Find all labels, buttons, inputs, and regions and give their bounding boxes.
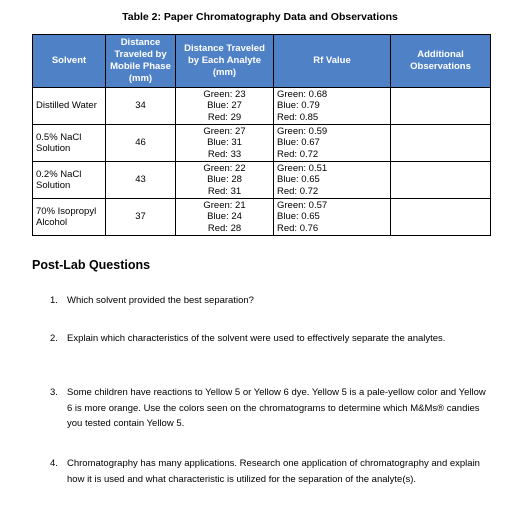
table-row (33, 88, 491, 125)
question-number: 1. (50, 295, 58, 306)
rf-red: Red: 0.72 (277, 148, 319, 160)
solvent-cell: 70% Isopropyl Alcohol (33, 199, 106, 236)
question-text: Which solvent provided the best separation? (67, 295, 254, 306)
analyte-distance-cell (176, 125, 274, 162)
rf-blue: Blue: 0.65 (277, 174, 320, 186)
analyte-green: Green: 21 (203, 199, 246, 211)
table-row (33, 199, 491, 236)
mobile-distance-cell: 34 (106, 88, 176, 125)
analyte-blue: Blue: 24 (207, 211, 242, 223)
question-item (50, 385, 490, 432)
question-number: 3. (50, 387, 58, 398)
rf-green: Green: 0.57 (277, 199, 328, 211)
analyte-red: Red: 33 (207, 148, 242, 160)
header-distance-mobile-phase: Distance Traveled by Mobile Phase (mm) (106, 35, 176, 88)
rf-red: Red: 0.72 (277, 185, 319, 197)
question-text: Explain which characteristics of the solvent were used to effectively separate the analytes. (67, 333, 446, 344)
observations-cell[interactable] (391, 125, 491, 162)
table-header-row (33, 35, 491, 88)
rf-blue: Blue: 0.67 (277, 137, 320, 149)
header-rf-value: Rf Value (274, 35, 391, 88)
observations-cell[interactable] (391, 88, 491, 125)
rf-value-cell (274, 199, 391, 236)
analyte-green: Green: 22 (203, 162, 246, 174)
question-text: Some children have reactions to Yellow 5 or Yellow 6 dye. Yellow 5 is a pale-yellow color and Yellow 6 is more orange. Use the colors seen on the chromatograms to determine which M&Ms® candies you tested contain Yellow 5. (67, 387, 486, 429)
solvent-cell: 0.2% NaCl Solution (33, 162, 106, 199)
question-number: 4. (50, 458, 58, 469)
analyte-green: Green: 27 (203, 125, 246, 137)
header-additional-observations: Additional Observations (391, 35, 491, 88)
question-text: Chromatography has many applications. Research one application of chromatography and explain how it is used and what characteristic is utilized for the separation of the analyte(s). (67, 458, 480, 485)
rf-green: Green: 0.59 (277, 125, 328, 137)
analyte-green: Green: 23 (203, 88, 246, 100)
mobile-distance-cell: 46 (106, 125, 176, 162)
rf-green: Green: 0.68 (277, 88, 328, 100)
question-item (50, 331, 490, 347)
header-solvent: Solvent (33, 35, 106, 88)
post-lab-heading: Post-Lab Questions (32, 258, 151, 272)
question-item (50, 456, 490, 487)
analyte-red: Red: 31 (207, 185, 242, 197)
mobile-distance-cell: 43 (106, 162, 176, 199)
question-number: 2. (50, 333, 58, 344)
rf-red: Red: 0.76 (277, 222, 319, 234)
analyte-distance-cell (176, 88, 274, 125)
observations-cell[interactable] (391, 162, 491, 199)
analyte-distance-cell (176, 199, 274, 236)
rf-value-cell (274, 88, 391, 125)
rf-value-cell (274, 125, 391, 162)
question-item (50, 293, 490, 309)
analyte-blue: Blue: 31 (207, 137, 242, 149)
solvent-cell: 0.5% NaCl Solution (33, 125, 106, 162)
analyte-red: Red: 28 (207, 222, 242, 234)
table-title: Table 2: Paper Chromatography Data and Observations (122, 11, 398, 23)
table-row (33, 125, 491, 162)
rf-blue: Blue: 0.79 (277, 100, 320, 112)
analyte-blue: Blue: 28 (207, 174, 242, 186)
analyte-red: Red: 29 (207, 111, 242, 123)
analyte-blue: Blue: 27 (207, 100, 242, 112)
observations-cell[interactable] (391, 199, 491, 236)
solvent-cell: Distilled Water (33, 88, 106, 125)
mobile-distance-cell: 37 (106, 199, 176, 236)
chromatography-data-table (32, 34, 491, 236)
header-distance-analyte: Distance Traveled by Each Analyte (mm) (176, 35, 274, 88)
rf-blue: Blue: 0.65 (277, 211, 320, 223)
rf-red: Red: 0.85 (277, 111, 319, 123)
rf-green: Green: 0.51 (277, 162, 328, 174)
analyte-distance-cell (176, 162, 274, 199)
table-row (33, 162, 491, 199)
rf-value-cell (274, 162, 391, 199)
